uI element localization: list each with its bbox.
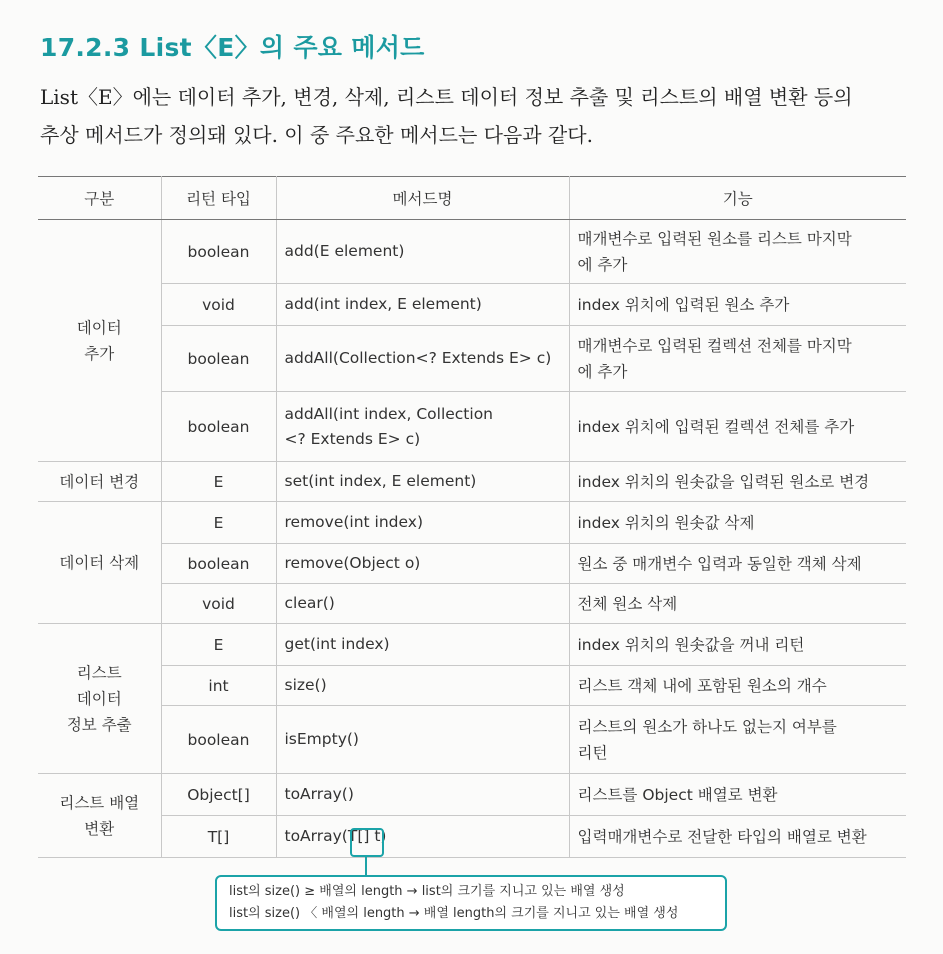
group-data-add (38, 220, 161, 462)
method-name (276, 816, 569, 858)
table-row (38, 584, 906, 624)
table-row (38, 774, 906, 816)
return-type: T[] (161, 816, 276, 858)
callout-note (215, 875, 727, 931)
function-line: 매개변수로 입력된 컬렉션 전체를 마지막 (577, 336, 852, 355)
group-label: 데이터 (76, 689, 122, 708)
header-function: 기능 (569, 177, 906, 220)
group-label: 정보 추출 (66, 715, 132, 734)
table-row (38, 544, 906, 584)
method-suffix: t) (369, 827, 387, 845)
method-line: addAll(int index, Collection (284, 404, 494, 423)
function-desc: index 위치의 원솟값 삭제 (569, 502, 906, 544)
function-desc: 전체 원소 삭제 (569, 584, 906, 624)
method-name: remove(int index) (276, 502, 569, 544)
list-methods-table (38, 176, 906, 858)
function-desc: 입력매개변수로 전달한 타입의 배열로 변환 (569, 816, 906, 858)
function-desc (569, 326, 906, 392)
group-label: 변환 (84, 819, 115, 838)
intro-line-1: List〈E〉에는 데이터 추가, 변경, 삭제, 리스트 데이터 정보 추출 및 리스트의 배열 변환 등의 (40, 85, 853, 109)
return-type: boolean (161, 220, 276, 284)
table-row (38, 706, 906, 774)
method-name: get(int index) (276, 624, 569, 666)
group-label: 리스트 (76, 663, 122, 682)
table-row (38, 816, 906, 858)
header-category: 구분 (38, 177, 161, 220)
table-row (38, 624, 906, 666)
intro-line-2: 추상 메서드가 정의돼 있다. 이 중 주요한 메서드는 다음과 같다. (40, 123, 593, 147)
note-line-1: list의 size() ≥ 배열의 length → list의 크기를 지니고 있는 배열 생성 (229, 884, 625, 899)
group-data-delete: 데이터 삭제 (38, 502, 161, 624)
section-title: 17.2.3 List〈E〉의 주요 메서드 (40, 33, 425, 62)
function-desc: index 위치의 원솟값을 입력된 원소로 변경 (569, 462, 906, 502)
method-name: add(int index, E element) (276, 284, 569, 326)
table-row (38, 220, 906, 284)
function-desc (569, 706, 906, 774)
method-name: toArray() (276, 774, 569, 816)
function-line: 매개변수로 입력된 원소를 리스트 마지막 (577, 229, 852, 248)
function-line: 리스트의 원소가 하나도 없는지 여부를 (577, 717, 837, 736)
return-type: boolean (161, 392, 276, 462)
function-desc: 리스트를 Object 배열로 변환 (569, 774, 906, 816)
function-desc: index 위치에 입력된 컬렉션 전체를 추가 (569, 392, 906, 462)
function-desc: 리스트 객체 내에 포함된 원소의 개수 (569, 666, 906, 706)
method-name: clear() (276, 584, 569, 624)
function-desc (569, 220, 906, 284)
method-name: set(int index, E element) (276, 462, 569, 502)
function-line: 에 추가 (577, 362, 628, 381)
group-label: 추가 (84, 344, 115, 363)
highlight-box (347, 827, 387, 857)
return-type: int (161, 666, 276, 706)
method-prefix: toArray( (284, 827, 348, 845)
function-desc: 원소 중 매개변수 입력과 동일한 객체 삭제 (569, 544, 906, 584)
method-name (276, 392, 569, 462)
method-line: <? Extends E> c) (284, 429, 421, 448)
method-name: isEmpty() (276, 706, 569, 774)
method-name: addAll(Collection<? Extends E> c) (276, 326, 569, 392)
return-type: boolean (161, 706, 276, 774)
method-highlight: T[] (347, 827, 370, 845)
function-line: 리턴 (577, 743, 608, 762)
group-data-change: 데이터 변경 (38, 462, 161, 502)
return-type: void (161, 584, 276, 624)
function-desc: index 위치에 입력된 원소 추가 (569, 284, 906, 326)
intro-paragraph (40, 78, 920, 154)
method-name: remove(Object o) (276, 544, 569, 584)
table-row (38, 462, 906, 502)
method-name: add(E element) (276, 220, 569, 284)
table-row (38, 326, 906, 392)
return-type: E (161, 502, 276, 544)
table-row (38, 502, 906, 544)
return-type: Object[] (161, 774, 276, 816)
group-data-info (38, 624, 161, 774)
return-type: E (161, 462, 276, 502)
function-desc: index 위치의 원솟값을 꺼내 리턴 (569, 624, 906, 666)
header-return-type: 리턴 타입 (161, 177, 276, 220)
table-header-row (38, 177, 906, 220)
method-name: size() (276, 666, 569, 706)
group-label: 리스트 배열 (59, 793, 140, 812)
function-line: 에 추가 (577, 255, 628, 274)
table-row (38, 284, 906, 326)
table-row (38, 666, 906, 706)
return-type: E (161, 624, 276, 666)
return-type: boolean (161, 544, 276, 584)
header-method-name: 메서드명 (276, 177, 569, 220)
return-type: boolean (161, 326, 276, 392)
return-type: void (161, 284, 276, 326)
note-line-2: list의 size() 〈 배열의 length → 배열 length의 크기를 지니고 있는 배열 생성 (229, 906, 679, 921)
group-label: 데이터 (76, 318, 122, 337)
callout-connector (365, 855, 367, 875)
group-data-convert (38, 774, 161, 858)
table-row (38, 392, 906, 462)
